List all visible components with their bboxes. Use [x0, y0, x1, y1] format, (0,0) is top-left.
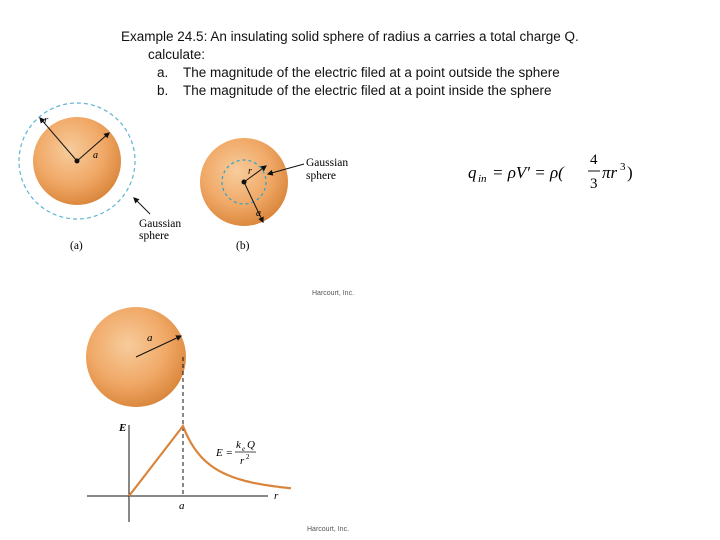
caption-b: (b) — [236, 240, 250, 252]
gaussian-pointer-arrow — [134, 198, 150, 214]
formula-den: r — [240, 455, 245, 467]
problem-text: : An insulating solid sphere of radius a carries a total charge Q. — [203, 29, 579, 44]
a-label: a — [256, 208, 261, 219]
eq-den: 3 — [590, 176, 598, 192]
eq-lhs: q — [468, 163, 477, 182]
eq-close: ) — [627, 163, 633, 182]
credit-1: Harcourt, Inc. — [312, 290, 355, 297]
gaussian-label-1: Gaussian — [139, 218, 182, 230]
eq-mid: = ρV′ = ρ( — [492, 163, 564, 182]
formula-num-q: Q — [247, 439, 255, 451]
charge-equation — [468, 152, 633, 192]
r-label: r — [248, 166, 252, 177]
example-number: Example 24.5 — [121, 29, 204, 44]
e-axis-label: E — [119, 422, 127, 434]
formula-den-exp: 2 — [246, 453, 250, 461]
gaussian-label-2: sphere — [306, 170, 337, 182]
eq-exp: 3 — [620, 161, 626, 173]
r-axis-label: r — [274, 490, 279, 502]
a-label: a — [147, 332, 153, 344]
figure-a — [19, 103, 181, 252]
formula-lhs: E = — [216, 447, 233, 459]
field-formula — [215, 439, 256, 467]
credit-2: Harcourt, Inc. — [307, 526, 350, 533]
formula-num: k — [236, 439, 241, 451]
gaussian-label-1: Gaussian — [306, 157, 349, 169]
item-label: b. — [157, 83, 169, 98]
item-text: The magnitude of the electric filed at a point inside the sphere — [183, 83, 552, 98]
r-label: r — [44, 114, 49, 126]
eq-tail: πr — [602, 163, 618, 182]
figure-c — [86, 307, 291, 522]
field-curve — [129, 426, 291, 496]
caption-a: (a) — [70, 240, 83, 252]
a-label: a — [93, 150, 98, 161]
calculate-label: calculate: — [148, 47, 206, 62]
eq-lhs-sub: in — [478, 173, 487, 185]
gaussian-label-2: sphere — [139, 230, 170, 242]
formula-num-sub: e — [242, 445, 246, 453]
a-tick-label: a — [179, 500, 185, 512]
eq-num: 4 — [590, 152, 598, 168]
item-label: a. — [157, 65, 169, 80]
figure-b — [200, 138, 348, 252]
item-text: The magnitude of the electric filed at a point outside the sphere — [183, 65, 560, 80]
